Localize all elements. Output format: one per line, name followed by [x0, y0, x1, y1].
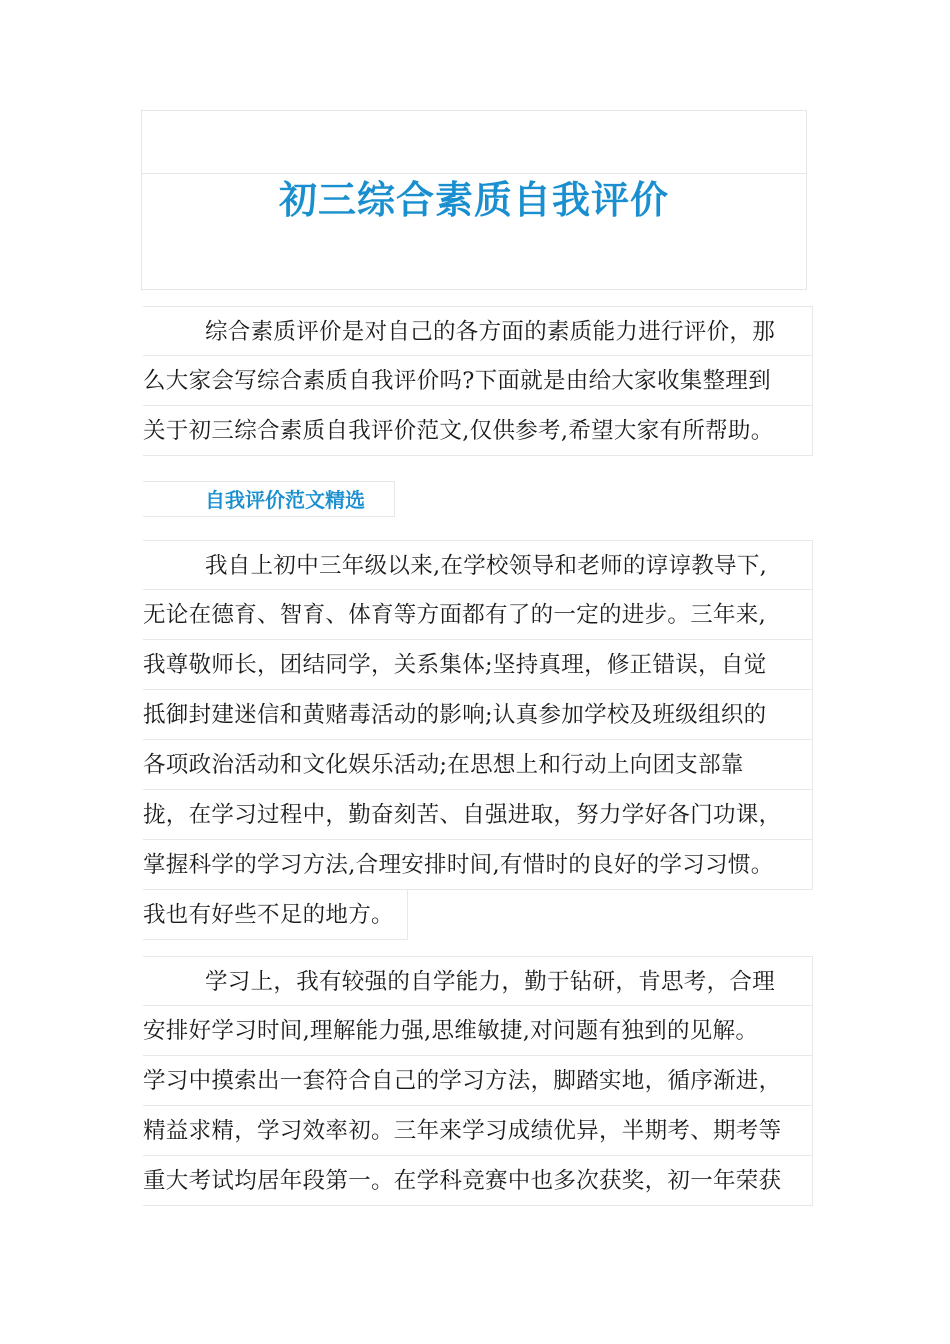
title-frame-rule [142, 173, 806, 174]
title-frame [141, 110, 807, 290]
text-line: 无论在德育、智育、体育等方面都有了的一定的进步。三年来, [143, 590, 813, 640]
intro-paragraph [143, 306, 813, 456]
document-title: 初三综合素质自我评价 [142, 175, 806, 225]
text-line: 我尊敬师长，团结同学，关系集体;坚持真理，修正错误，自觉 [143, 640, 813, 690]
text-line: 么大家会写综合素质自我评价吗?下面就是由给大家收集整理到 [143, 356, 813, 406]
text-line: 安排好学习时间,理解能力强,思维敏捷,对问题有独到的见解。 [143, 1006, 813, 1056]
text-line: 我自上初中三年级以来,在学校领导和老师的谆谆教导下, [143, 540, 813, 590]
text-line: 掌握科学的学习方法,合理安排时间,有惜时的良好的学习习惯。 [143, 840, 813, 890]
body-paragraph-1 [143, 540, 813, 940]
text-line: 我也有好些不足的地方。 [143, 890, 408, 940]
body-paragraph-2 [143, 956, 813, 1206]
section-heading: 自我评价范文精选 [143, 481, 395, 517]
text-line: 精益求精，学习效率初。三年来学习成绩优异，半期考、期考等 [143, 1106, 813, 1156]
text-line: 学习上，我有较强的自学能力，勤于钻研，肯思考，合理 [143, 956, 813, 1006]
text-line: 重大考试均居年段第一。在学科竞赛中也多次获奖，初一年荣获 [143, 1156, 813, 1206]
text-line: 综合素质评价是对自己的各方面的素质能力进行评价，那 [143, 306, 813, 356]
text-line: 各项政治活动和文化娱乐活动;在思想上和行动上向团支部靠 [143, 740, 813, 790]
text-line: 关于初三综合素质自我评价范文,仅供参考,希望大家有所帮助。 [143, 406, 813, 456]
text-line: 抵御封建迷信和黄赌毒活动的影响;认真参加学校及班级组织的 [143, 690, 813, 740]
text-line: 拢，在学习过程中，勤奋刻苦、自强进取，努力学好各门功课， [143, 790, 813, 840]
text-line: 学习中摸索出一套符合自己的学习方法，脚踏实地，循序渐进， [143, 1056, 813, 1106]
